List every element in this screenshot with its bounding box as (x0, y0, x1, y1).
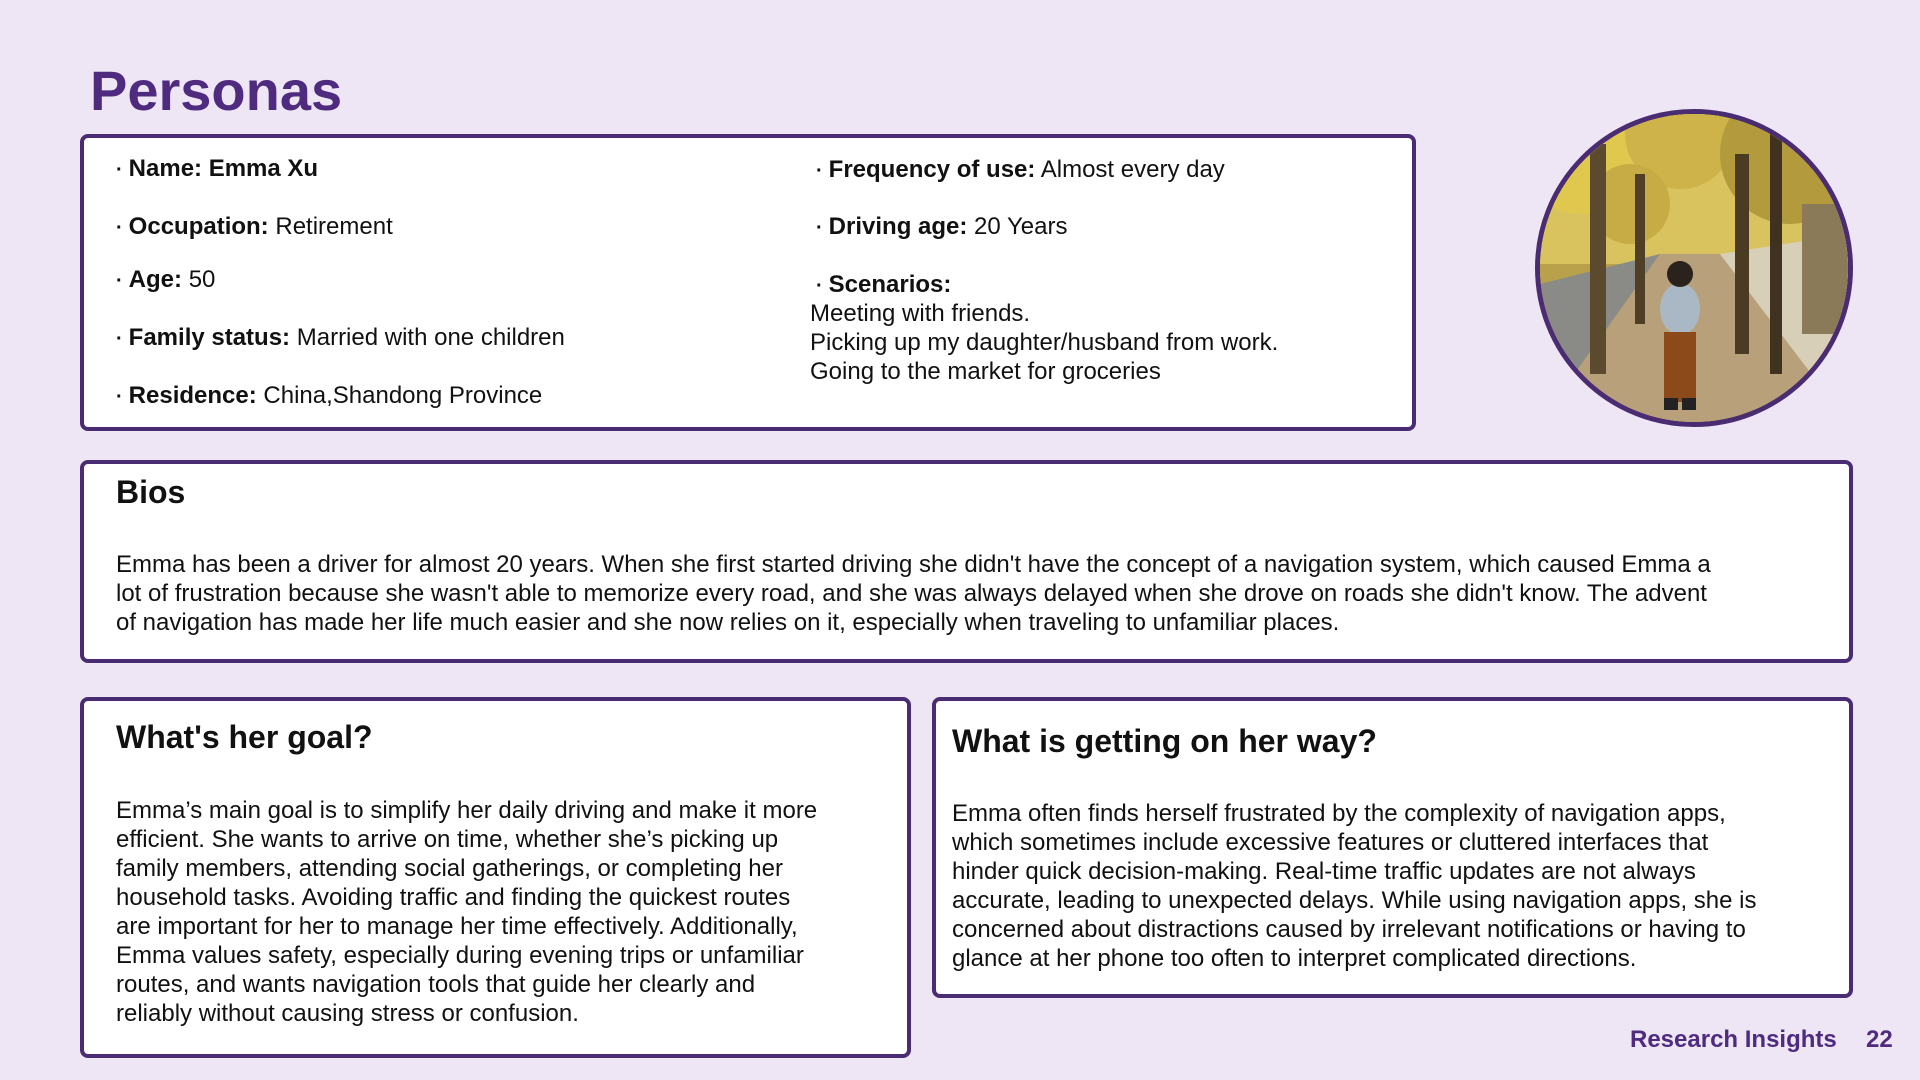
page-title: Personas (90, 59, 343, 122)
goal-text: Emma’s main goal is to simplify her daily driving and make it more efficient. She wants to arrive on time, whether she’s picking up family members, attending social gatherings, or completing her household tasks. Avoiding traffic and finding the quickest routes are important for her to manage her time effectively. Additionally, Emma values safety, especially during evening trips or unfamiliar routes, and wants navigation tools that guide her clearly and reliably without causing stress or confusion. (116, 797, 818, 1027)
obstacles-card (932, 697, 1853, 998)
autumn-street-illustration (1540, 114, 1848, 422)
persona-driving-age-field: · Driving age: 20 Years (816, 213, 1068, 240)
persona-frequency-field: · Frequency of use: Almost every day (816, 156, 1225, 183)
page-number: 22 (1866, 1026, 1893, 1053)
persona-scenarios-field: · Scenarios: (816, 271, 952, 298)
persona-family-status-field: · Family status: Married with one children (116, 324, 565, 351)
persona-residence-field: · Residence: China,Shandong Province (116, 382, 543, 409)
persona-info-card (80, 134, 1416, 431)
persona-scenarios-list (810, 299, 1278, 386)
persona-occupation-field: · Occupation: Retirement (116, 213, 393, 240)
persona-photo (1535, 109, 1853, 427)
obstacles-heading: What is getting on her way? (952, 723, 1377, 759)
obstacles-text: Emma often finds herself frustrated by the complexity of navigation apps, which sometimes include excessive features or cluttered interfaces that hinder quick decision-making. Real-time traffic updates are not always accurate, leading to unexpected delays. While using navigation apps, she is concerned about distractions caused by irrelevant notifications or having to glance at her phone too often to interpret complicated directions. (952, 800, 1757, 972)
scenario-item: Picking up my daughter/husband from work. (810, 329, 1279, 356)
bios-card (80, 460, 1853, 663)
bios-text: Emma has been a driver for almost 20 years. When she first started driving she didn't have the concept of a navigation system, which caused Emma a lot of frustration because she wasn't able to memorize every road, and she was always delayed when she drove on roads she didn't know. The advent of navigation has made her life much easier and she now relies on it, especially when traveling to unfamiliar places. (116, 551, 1711, 636)
scenario-item: Going to the market for groceries (810, 358, 1161, 385)
goal-heading: What's her goal? (116, 719, 373, 755)
bios-heading: Bios (116, 474, 186, 510)
footer-section-label: Research Insights (1630, 1026, 1837, 1053)
persona-age-field: · Age: 50 (116, 266, 216, 293)
scenario-item: Meeting with friends. (810, 300, 1031, 327)
goal-card (80, 697, 911, 1058)
persona-name-field: · Name: Emma Xu (116, 155, 319, 182)
